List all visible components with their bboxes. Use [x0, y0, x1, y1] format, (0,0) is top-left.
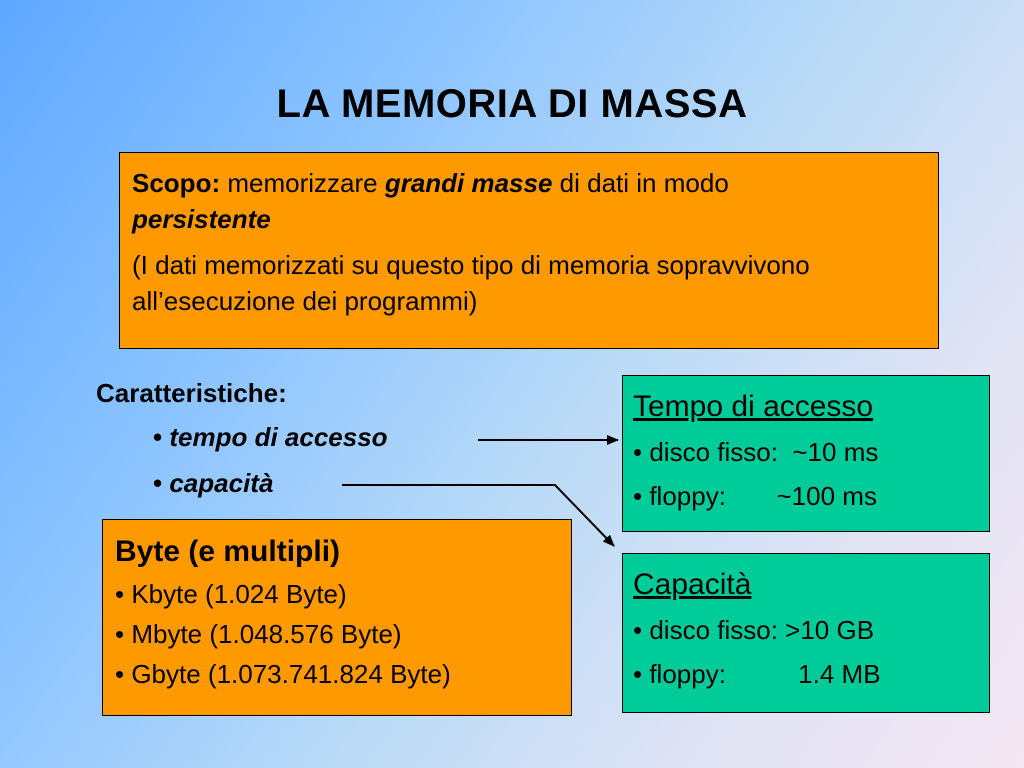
tempo-box-row: • floppy: ~100 ms — [633, 481, 877, 511]
tempo-di-accesso-box — [622, 375, 990, 532]
caratteristiche-list — [96, 376, 388, 500]
byte-box-item: • Gbyte (1.073.741.824 Byte) — [115, 659, 451, 689]
slide-title: LA MEMORIA DI MASSA — [276, 82, 748, 126]
scopo-emph-grandi-masse: grandi masse — [384, 168, 553, 198]
scopo-emph-persistente: persistente — [132, 204, 271, 234]
scopo-text-1: memorizzare — [220, 168, 385, 198]
scopo-definition — [132, 165, 926, 237]
caratteristiche-item-tempo — [96, 420, 388, 454]
byte-box-heading: Byte (e multipli) — [115, 535, 341, 568]
scopo-label: Scopo: — [132, 168, 221, 198]
capacita-box-heading: Capacità — [633, 568, 752, 601]
scopo-note: (I dati memorizzati su questo tipo di memoria sopravvivono all’esecuzione dei programmi) — [132, 250, 810, 316]
caratteristiche-item-capacita — [96, 466, 388, 500]
capacita-box-row: • floppy: 1.4 MB — [633, 659, 881, 689]
capacita-box-row: • disco fisso: >10 GB — [633, 615, 875, 645]
byte-box-item: • Mbyte (1.048.576 Byte) — [115, 619, 402, 649]
caratteristiche-heading: Caratteristiche: — [96, 378, 287, 408]
tempo-box-row: • disco fisso: ~10 ms — [633, 437, 879, 467]
caratteristiche-item-label: capacità — [169, 468, 274, 498]
byte-box-item: • Kbyte (1.024 Byte) — [115, 579, 347, 609]
caratteristiche-item-label: tempo di accesso — [169, 422, 388, 452]
byte-box — [102, 519, 572, 716]
tempo-box-heading: Tempo di accesso — [633, 390, 874, 423]
bullet-icon: • — [153, 468, 163, 498]
scopo-box — [119, 152, 939, 349]
scopo-text-2: di dati in modo — [552, 168, 729, 198]
bullet-icon: • — [153, 422, 163, 452]
capacita-box — [622, 553, 990, 713]
